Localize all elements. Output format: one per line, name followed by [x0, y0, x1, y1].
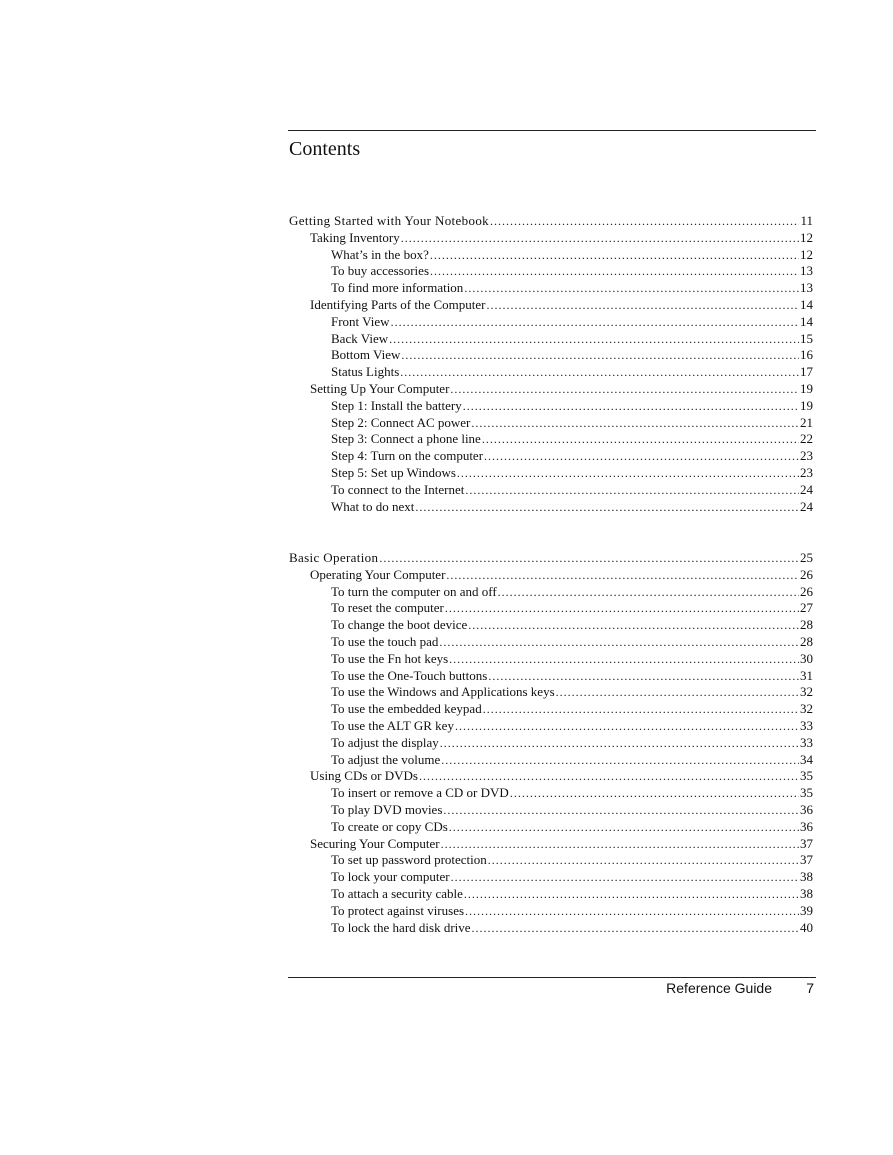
toc-entry-label: Step 2: Connect AC power — [331, 414, 471, 430]
toc-subsection-entry[interactable] — [289, 617, 813, 634]
toc-page-number: 39 — [800, 902, 813, 918]
toc-dot-leader — [464, 886, 799, 903]
toc-dot-leader — [472, 920, 799, 937]
toc-dot-leader — [389, 331, 799, 348]
toc-dot-leader — [379, 550, 799, 567]
toc-page-number: 37 — [800, 835, 813, 851]
toc-subsection-entry[interactable] — [289, 785, 813, 802]
toc-dot-leader — [443, 802, 799, 819]
toc-dot-leader — [401, 230, 799, 247]
toc-dot-leader — [451, 869, 799, 886]
toc-dot-leader — [430, 247, 799, 264]
toc-entry-label: To use the touch pad — [331, 633, 439, 649]
toc-page-number: 15 — [800, 330, 813, 346]
toc-subsection-entry[interactable] — [289, 600, 813, 617]
toc-entry-label: To use the ALT GR key — [331, 717, 454, 733]
toc-subsection-entry[interactable] — [289, 718, 813, 735]
toc-page-number: 34 — [800, 751, 813, 767]
toc-page-number: 24 — [800, 481, 813, 497]
toc-dot-leader — [465, 482, 799, 499]
toc-page-number: 33 — [800, 734, 813, 750]
toc-entry-label: To create or copy CDs — [331, 818, 448, 834]
toc-chapter-entry[interactable] — [289, 213, 813, 230]
toc-subsection-entry[interactable] — [289, 263, 813, 280]
toc-entry-label: Status Lights — [331, 364, 400, 380]
toc-entry-label: Bottom View — [331, 347, 401, 363]
toc-subsection-entry[interactable] — [289, 651, 813, 668]
toc-entry-label: What’s in the box? — [331, 246, 429, 262]
toc-dot-leader — [482, 431, 799, 448]
toc-page-number: 28 — [800, 617, 813, 633]
toc-entry-label: To insert or remove a CD or DVD — [331, 785, 509, 801]
toc-entry-label: To attach a security cable — [331, 885, 463, 901]
toc-page-number: 30 — [800, 650, 813, 666]
toc-page-number: 22 — [800, 431, 813, 447]
toc-entry-label: To adjust the display — [331, 734, 439, 750]
toc-entry-label: To find more information — [331, 280, 464, 296]
toc-subsection-entry[interactable] — [289, 314, 813, 331]
toc-entry-label: To lock the hard disk drive — [331, 919, 471, 935]
toc-subsection-entry[interactable] — [289, 247, 813, 264]
toc-subsection-entry[interactable] — [289, 347, 813, 364]
toc-page-number: 38 — [800, 885, 813, 901]
toc-page-number: 17 — [800, 364, 813, 380]
toc-entry-label: To lock your computer — [331, 869, 450, 885]
toc-entry-label: Using CDs or DVDs — [310, 768, 418, 784]
toc-page-number: 19 — [800, 397, 813, 413]
toc-subsection-entry[interactable] — [289, 903, 813, 920]
toc-dot-leader — [439, 634, 799, 651]
toc-entry-label: Securing Your Computer — [310, 835, 440, 851]
toc-page-number: 33 — [800, 717, 813, 733]
toc-entry-label: To turn the computer on and off — [331, 583, 497, 599]
toc-entry-label: To adjust the volume — [331, 751, 441, 767]
toc-subsection-entry[interactable] — [289, 398, 813, 415]
footer-page-number: 7 — [806, 980, 814, 996]
toc-subsection-entry[interactable] — [289, 852, 813, 869]
toc-dot-leader — [464, 280, 799, 297]
toc-entry-label: Getting Started with Your Notebook — [289, 213, 490, 228]
toc-dot-leader — [488, 668, 799, 685]
toc-dot-leader — [419, 768, 799, 785]
toc-section-entry[interactable] — [289, 230, 813, 247]
toc-section-entry[interactable] — [289, 297, 813, 314]
toc-subsection-entry[interactable] — [289, 735, 813, 752]
toc-section-entry[interactable] — [289, 836, 813, 853]
toc-section-entry[interactable] — [289, 567, 813, 584]
toc-entry-label: To use the embedded keypad — [331, 701, 482, 717]
toc-subsection-entry[interactable] — [289, 584, 813, 601]
toc-entry-label: To protect against viruses — [331, 902, 465, 918]
toc-chapter-entry[interactable] — [289, 550, 813, 567]
toc-subsection-entry[interactable] — [289, 465, 813, 482]
toc-page-number: 26 — [800, 583, 813, 599]
toc-page-number: 36 — [800, 818, 813, 834]
toc-page-number: 32 — [800, 684, 813, 700]
toc-entry-label: Operating Your Computer — [310, 566, 446, 582]
toc-dot-leader — [483, 701, 799, 718]
toc-dot-leader — [457, 465, 799, 482]
toc-page-number: 13 — [800, 280, 813, 296]
toc-subsection-entry[interactable] — [289, 331, 813, 348]
toc-entry-label: Taking Inventory — [310, 229, 400, 245]
toc-subsection-entry[interactable] — [289, 684, 813, 701]
toc-entry-label: To use the Fn hot keys — [331, 650, 449, 666]
toc-dot-leader — [440, 735, 799, 752]
toc-entry-label: Step 3: Connect a phone line — [331, 431, 481, 447]
toc-subsection-entry[interactable] — [289, 634, 813, 651]
toc-subsection-entry[interactable] — [289, 886, 813, 903]
toc-page-number: 26 — [800, 566, 813, 582]
toc-dot-leader — [486, 297, 799, 314]
toc-subsection-entry[interactable] — [289, 869, 813, 886]
toc-dot-leader — [441, 752, 799, 769]
toc-dot-leader — [430, 263, 799, 280]
toc-page-number: 23 — [800, 464, 813, 480]
toc-subsection-entry[interactable] — [289, 920, 813, 937]
toc-dot-leader — [498, 584, 799, 601]
toc-page-number: 12 — [800, 229, 813, 245]
toc-subsection-entry[interactable] — [289, 431, 813, 448]
toc-subsection-entry[interactable] — [289, 701, 813, 718]
toc-page-number: 24 — [800, 498, 813, 514]
toc-entry-label: To use the Windows and Applications keys — [331, 684, 555, 700]
toc-entry-label: Step 4: Turn on the computer — [331, 448, 484, 464]
toc-entry-label: Step 5: Set up Windows — [331, 464, 456, 480]
toc-section-entry[interactable] — [289, 381, 813, 398]
toc-subsection-entry[interactable] — [289, 499, 813, 516]
toc-dot-leader — [441, 836, 799, 853]
footer-rule — [288, 977, 816, 978]
toc-page-number: 16 — [800, 347, 813, 363]
toc-page-number: 32 — [800, 701, 813, 717]
toc-dot-leader — [449, 819, 799, 836]
toc-section — [289, 550, 813, 936]
page-title: Contents — [289, 138, 361, 160]
toc-dot-leader — [455, 718, 799, 735]
toc-subsection-entry[interactable] — [289, 752, 813, 769]
toc-subsection-entry[interactable] — [289, 819, 813, 836]
toc-dot-leader — [468, 617, 799, 634]
toc-dot-leader — [445, 600, 799, 617]
toc-entry-label: To play DVD movies — [331, 801, 443, 817]
toc-entry-label: Setting Up Your Computer — [310, 380, 450, 396]
toc-section — [289, 213, 813, 515]
toc-page-number: 35 — [800, 785, 813, 801]
header-rule — [288, 130, 816, 131]
toc-dot-leader — [484, 448, 799, 465]
toc-page-number: 12 — [800, 246, 813, 262]
toc-page-number: 25 — [800, 550, 813, 565]
toc-dot-leader — [471, 415, 799, 432]
footer-label: Reference Guide — [666, 980, 772, 996]
toc-subsection-entry[interactable] — [289, 482, 813, 499]
toc-entry-label: To connect to the Internet — [331, 481, 465, 497]
toc-dot-leader — [490, 213, 799, 230]
toc-dot-leader — [450, 381, 799, 398]
toc-page-number: 31 — [800, 667, 813, 683]
toc-page-number: 37 — [800, 852, 813, 868]
toc-entry-label: To use the One-Touch buttons — [331, 667, 488, 683]
toc-entry-label: To set up password protection — [331, 852, 487, 868]
toc-subsection-entry[interactable] — [289, 415, 813, 432]
toc-subsection-entry[interactable] — [289, 280, 813, 297]
toc-page-number: 27 — [800, 600, 813, 616]
toc-subsection-entry[interactable] — [289, 802, 813, 819]
toc-page-number: 11 — [800, 213, 813, 228]
toc-entry-label: What to do next — [331, 498, 415, 514]
toc-page-number: 40 — [800, 919, 813, 935]
toc-page-number: 14 — [800, 313, 813, 329]
toc-entry-label: To reset the computer — [331, 600, 444, 616]
toc-page-number: 13 — [800, 263, 813, 279]
toc-dot-leader — [488, 852, 799, 869]
toc-page-number: 19 — [800, 380, 813, 396]
toc-dot-leader — [391, 314, 799, 331]
toc-dot-leader — [401, 347, 799, 364]
toc-page-number: 36 — [800, 801, 813, 817]
toc-page-number: 38 — [800, 869, 813, 885]
toc-entry-label: To change the boot device — [331, 617, 468, 633]
toc-subsection-entry[interactable] — [289, 448, 813, 465]
toc-section-entry[interactable] — [289, 768, 813, 785]
toc-dot-leader — [465, 903, 799, 920]
toc-entry-label: Back View — [331, 330, 389, 346]
toc-dot-leader — [556, 684, 799, 701]
toc-page-number: 21 — [800, 414, 813, 430]
toc-entry-label: Step 1: Install the battery — [331, 397, 462, 413]
toc-dot-leader — [510, 785, 799, 802]
toc-subsection-entry[interactable] — [289, 364, 813, 381]
toc-entry-label: To buy accessories — [331, 263, 430, 279]
toc-page-number: 28 — [800, 633, 813, 649]
toc-entry-label: Basic Operation — [289, 550, 379, 565]
toc-page-number: 23 — [800, 448, 813, 464]
toc-entry-label: Identifying Parts of the Computer — [310, 296, 486, 312]
toc-subsection-entry[interactable] — [289, 668, 813, 685]
toc-entry-label: Front View — [331, 313, 390, 329]
toc-dot-leader — [415, 499, 799, 516]
toc-page-number: 35 — [800, 768, 813, 784]
toc-dot-leader — [449, 651, 799, 668]
toc-dot-leader — [446, 567, 799, 584]
toc-dot-leader — [400, 364, 799, 381]
toc-page-number: 14 — [800, 296, 813, 312]
toc-dot-leader — [463, 398, 799, 415]
